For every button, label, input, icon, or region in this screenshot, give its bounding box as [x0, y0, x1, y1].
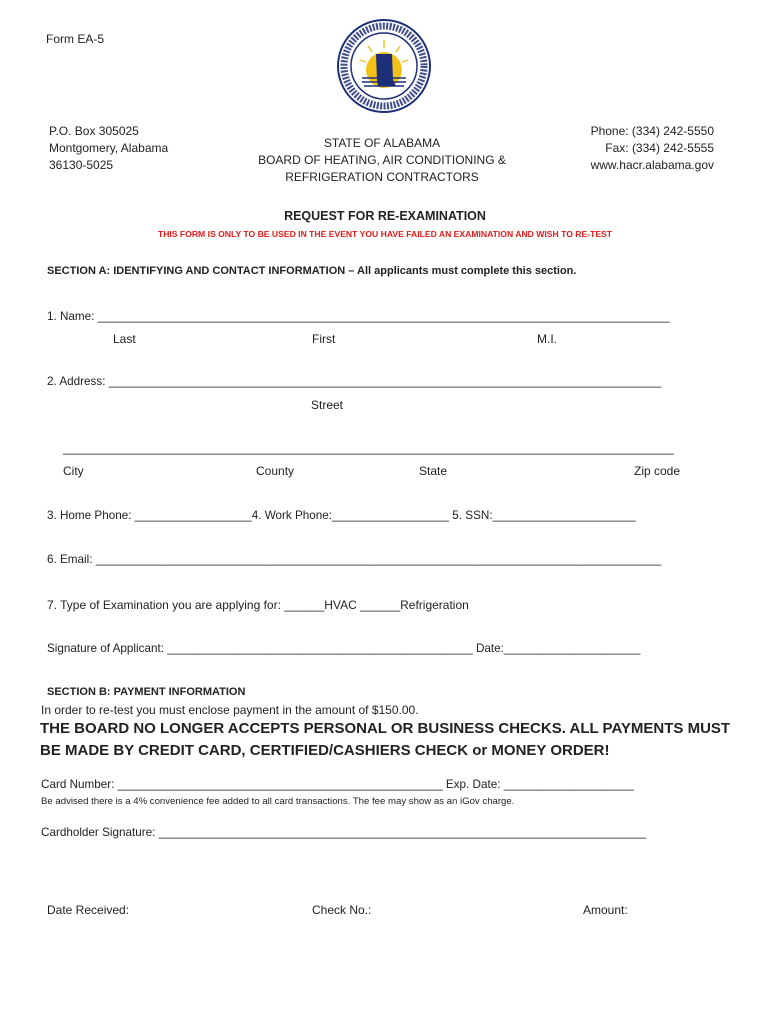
warning-text: THIS FORM IS ONLY TO BE USED IN THE EVENT YOU HAVE FAILED AN EXAMINATION AND WISH TO RE-TEST: [157, 229, 613, 239]
payment-notice-line-1: THE BOARD NO LONGER ACCEPTS PERSONAL OR BUSINESS CHECKS. ALL PAYMENTS MUST: [40, 720, 731, 737]
address-line-3: 36130-5025: [49, 158, 114, 172]
contact-fax: Fax: (334) 242-5555: [605, 141, 714, 155]
agency-line-2: BOARD OF HEATING, AIR CONDITIONING &: [258, 153, 506, 167]
name-mi-label: M.I.: [537, 332, 557, 346]
name-first-label: First: [312, 332, 336, 346]
email-field[interactable]: 6. Email: _______________________________________________________________________________________: [47, 553, 662, 566]
cardholder-signature-field[interactable]: Cardholder Signature: ___________________________________________________________________________: [41, 826, 647, 839]
card-number-field[interactable]: Card Number: __________________________________________________ Exp. Date: ____________________: [41, 778, 634, 791]
state-label: State: [419, 464, 448, 478]
zip-label: Zip code: [634, 464, 681, 478]
check-no-label: Check No.:: [312, 903, 372, 917]
contact-phone: Phone: (334) 242-5550: [590, 124, 714, 138]
section-b-heading: SECTION B: PAYMENT INFORMATION: [47, 686, 246, 698]
alabama-board-seal-icon: [336, 18, 432, 114]
applicant-signature-field[interactable]: Signature of Applicant: _______________________________________________ Date:_____________________: [47, 642, 641, 655]
address-field[interactable]: 2. Address: _____________________________________________________________________________________: [47, 375, 662, 388]
payment-notice-line-2: BE MADE BY CREDIT CARD, CERTIFIED/CASHIERS CHECK or MONEY ORDER!: [40, 742, 610, 759]
street-label: Street: [311, 398, 344, 412]
phones-ssn-field[interactable]: 3. Home Phone: __________________4. Work Phone:__________________ 5. SSN:______________________: [47, 509, 636, 522]
amount-label: Amount:: [583, 903, 628, 917]
name-field[interactable]: 1. Name: ________________________________________________________________________________________: [47, 310, 670, 323]
name-last-label: Last: [113, 332, 136, 346]
address-line-2: Montgomery, Alabama: [49, 141, 169, 155]
form-id: Form EA-5: [46, 32, 105, 46]
exam-type-field[interactable]: 7. Type of Examination you are applying for: ______HVAC ______Refrigeration: [47, 598, 469, 612]
payment-intro: In order to re-test you must enclose payment in the amount of $150.00.: [41, 703, 419, 717]
county-label: County: [256, 464, 295, 478]
city-label: City: [63, 464, 84, 478]
date-received-label: Date Received:: [47, 903, 130, 917]
agency-line-1: STATE OF ALABAMA: [323, 136, 441, 150]
agency-line-3: REFRIGERATION CONTRACTORS: [285, 170, 479, 184]
card-fee-note: Be advised there is a 4% convenience fee added to all card transactions. The fee may show as an iGov charge.: [41, 796, 515, 807]
city-state-zip-field[interactable]: ______________________________________________________________________________________________: [63, 442, 675, 455]
section-a-heading: SECTION A: IDENTIFYING AND CONTACT INFORMATION – All applicants must complete this section.: [47, 265, 577, 277]
address-line-1: P.O. Box 305025: [49, 124, 139, 138]
form-title: REQUEST FOR RE-EXAMINATION: [284, 209, 486, 223]
contact-website[interactable]: www.hacr.alabama.gov: [590, 158, 714, 172]
